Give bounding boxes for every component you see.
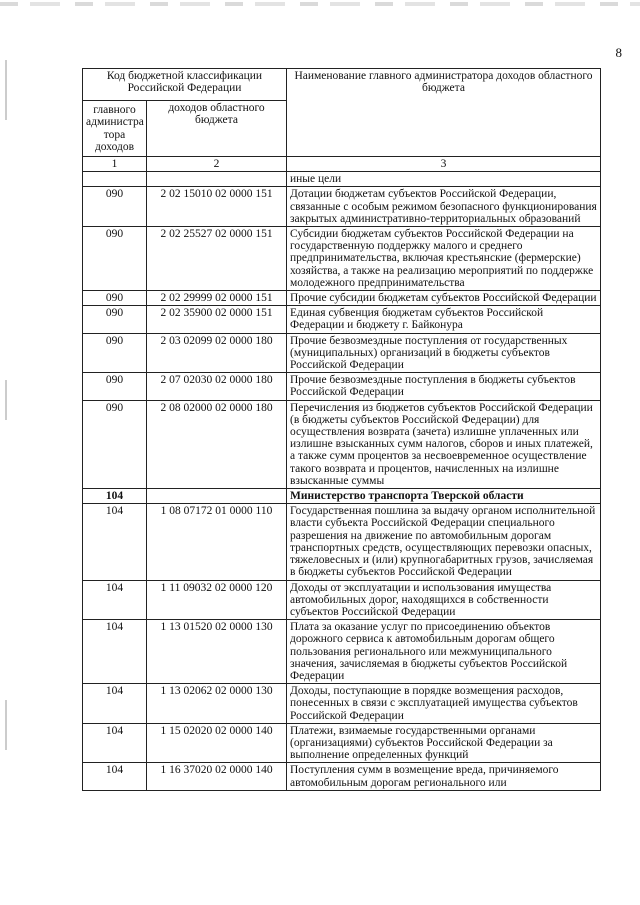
revenue-name-cell: Плата за оказание услуг по присоединению объектов дорожного сервиса к автомобильным дорогам общего пользования регионального или межмуниципального значения, зачисляемая в бюджеты субъектов Российской Федерации (287, 620, 601, 684)
revenue-name-cell: Государственная пошлина за выдачу органом исполнительной власти субъекта Российской Федерации специального разрешения на движение по автомобильным дорогам транспортных средств, осуществляющих перевозки опасных, тяжеловесных и (или) крупногабаритных грузов, зачисляемая в бюджеты субъектов Российской Федерации (287, 504, 601, 580)
revenue-name-cell: Прочие безвозмездные поступления в бюджеты субъектов Российской Федерации (287, 373, 601, 400)
budget-code-cell: 1 11 09032 02 0000 120 (147, 580, 287, 620)
admin-code-cell: 090 (83, 400, 147, 488)
budget-code-cell: 2 08 02000 02 0000 180 (147, 400, 287, 488)
admin-code-cell (83, 172, 147, 187)
admin-code-cell: 104 (83, 504, 147, 580)
table-row (83, 333, 601, 373)
admin-code-cell: 090 (83, 306, 147, 333)
table-row (83, 306, 601, 333)
budget-code-cell: 2 07 02030 02 0000 180 (147, 373, 287, 400)
admin-code-cell: 104 (83, 580, 147, 620)
budget-code-cell: 1 15 02020 02 0000 140 (147, 723, 287, 763)
budget-code-cell (147, 489, 287, 504)
header-code: доходов областного бюджета (147, 101, 287, 157)
admin-code-cell: 104 (83, 723, 147, 763)
header-num-3: 3 (287, 157, 601, 172)
table-row (83, 172, 601, 187)
admin-code-cell: 104 (83, 620, 147, 684)
revenue-name-cell: Министерство транспорта Тверской области (287, 489, 601, 504)
budget-code-cell: 2 02 15010 02 0000 151 (147, 187, 287, 227)
admin-code-cell: 104 (83, 489, 147, 504)
revenue-name-cell: Дотации бюджетам субъектов Российской Федерации, связанные с особым режимом безопасного функционирования закрытых административно-территориальных образований (287, 187, 601, 227)
table-body (83, 172, 601, 791)
table-row (83, 763, 601, 790)
budget-code-cell: 1 13 01520 02 0000 130 (147, 620, 287, 684)
budget-code-cell: 1 13 02062 02 0000 130 (147, 684, 287, 724)
admin-code-cell: 090 (83, 333, 147, 373)
revenue-name-cell: Единая субвенция бюджетам субъектов Российской Федерации и бюджету г. Байконура (287, 306, 601, 333)
margin-mark (5, 60, 7, 120)
margin-mark (5, 700, 7, 750)
budget-code-cell: 1 08 07172 01 0000 110 (147, 504, 287, 580)
budget-code-cell: 1 16 37020 02 0000 140 (147, 763, 287, 790)
header-num-2: 2 (147, 157, 287, 172)
admin-code-cell: 104 (83, 684, 147, 724)
budget-code-cell: 2 03 02099 02 0000 180 (147, 333, 287, 373)
table-row (83, 489, 601, 504)
revenue-name-cell: Доходы, поступающие в порядке возмещения расходов, понесенных в связи с эксплуатацией имущества субъектов Российской Федерации (287, 684, 601, 724)
table-row (83, 291, 601, 306)
table-row (83, 580, 601, 620)
revenue-name-cell: Перечисления из бюджетов субъектов Российской Федерации (в бюджеты субъектов Российской Федерации) для осуществления возврата (зачета) излишне уплаченных или излишне взысканных сумм налогов, сборов и иных платежей, а также сумм процентов за несвоевременное осуществление такого возврата и процентов, начисленных на излишне взысканные суммы (287, 400, 601, 488)
budget-code-cell: 2 02 29999 02 0000 151 (147, 291, 287, 306)
budget-code-cell (147, 172, 287, 187)
header-num-1: 1 (83, 157, 147, 172)
admin-code-cell: 090 (83, 291, 147, 306)
table-row (83, 723, 601, 763)
header-group-title: Код бюджетной классификации Российской Федерации (83, 69, 287, 101)
admin-code-cell: 104 (83, 763, 147, 790)
header-admin: главного администра тора доходов (83, 101, 147, 157)
table-row (83, 620, 601, 684)
revenue-name-cell: Субсидии бюджетам субъектов Российской Федерации на государственную поддержку малого и среднего предпринимательства, включая крестьянские (фермерские) хозяйства, а также на реализацию мероприятий по поддержке молодежного предпринимательства (287, 227, 601, 291)
revenue-name-cell: Прочие субсидии бюджетам субъектов Российской Федерации (287, 291, 601, 306)
budget-classification-table (82, 68, 601, 791)
revenue-name-cell: Платежи, взимаемые государственными органами (организациями) субъектов Российской Федерации за выполнение определенных функций (287, 723, 601, 763)
table-row (83, 684, 601, 724)
budget-code-cell: 2 02 35900 02 0000 151 (147, 306, 287, 333)
table-row (83, 504, 601, 580)
table-row (83, 400, 601, 488)
header-name: Наименование главного администратора доходов областного бюджета (287, 69, 601, 157)
revenue-name-cell: Поступления сумм в возмещение вреда, причиняемого автомобильным дорогам регионального или (287, 763, 601, 790)
revenue-name-cell: Прочие безвозмездные поступления от государственных (муниципальных) организаций в бюджеты субъектов Российской Федерации (287, 333, 601, 373)
admin-code-cell: 090 (83, 373, 147, 400)
page-number: 8 (615, 45, 622, 60)
budget-code-cell: 2 02 25527 02 0000 151 (147, 227, 287, 291)
revenue-name-cell: иные цели (287, 172, 601, 187)
revenue-name-cell: Доходы от эксплуатации и использования имущества автомобильных дорог, находящихся в собственности субъектов Российской Федерации (287, 580, 601, 620)
table-row (83, 227, 601, 291)
scan-artifact (0, 2, 640, 6)
admin-code-cell: 090 (83, 187, 147, 227)
margin-mark (5, 380, 7, 420)
table-row (83, 187, 601, 227)
admin-code-cell: 090 (83, 227, 147, 291)
table-row (83, 373, 601, 400)
